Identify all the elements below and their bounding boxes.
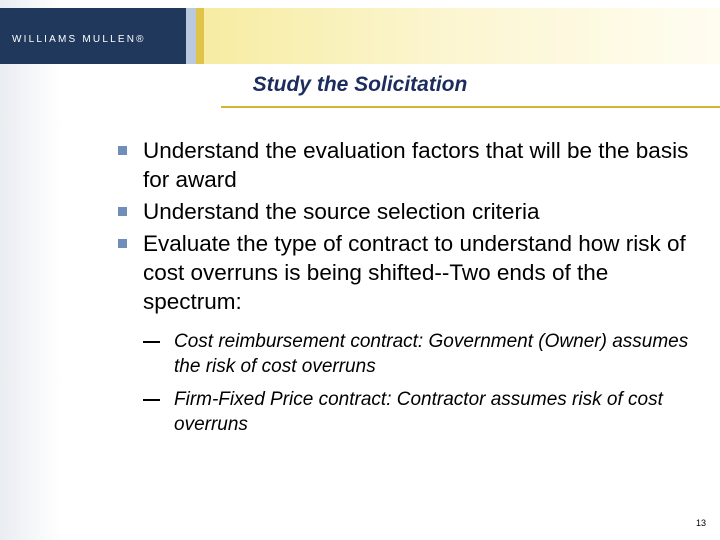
square-bullet-icon	[118, 239, 127, 248]
slide-content	[118, 136, 698, 445]
header-stripe-gold	[196, 8, 204, 64]
header-band	[0, 8, 720, 64]
bullet-list	[118, 136, 698, 437]
square-bullet-icon	[118, 146, 127, 155]
left-gradient-panel	[0, 0, 62, 540]
logo	[0, 8, 186, 64]
dash-bullet-icon	[143, 399, 160, 401]
page-number: 13	[695, 518, 706, 528]
bullet-text: Understand the evaluation factors that will be the basis for award	[143, 138, 689, 192]
bullet-item	[118, 197, 698, 226]
header-stripe-light	[186, 8, 196, 64]
square-bullet-icon	[118, 207, 127, 216]
sub-bullet-list	[143, 329, 698, 437]
sub-bullet-item	[143, 329, 698, 379]
header-yellow-band	[204, 8, 720, 64]
logo-text: WILLIAMS MULLEN®	[12, 34, 146, 45]
sub-bullet-text: Cost reimbursement contract: Government (Owner) assumes the risk of cost overruns	[174, 331, 689, 377]
sub-bullet-item	[143, 387, 698, 437]
title-underline	[221, 106, 720, 108]
bullet-text: Evaluate the type of contract to understand how risk of cost overruns is being shifted--Two ends of the spectrum:	[143, 231, 686, 314]
sub-bullet-text: Firm-Fixed Price contract: Contractor assumes risk of cost overruns	[174, 389, 663, 435]
slide-title: Study the Solicitation	[252, 73, 468, 96]
bullet-text: Understand the source selection criteria	[143, 199, 540, 224]
bullet-item	[118, 229, 698, 437]
bullet-item	[118, 136, 698, 194]
dash-bullet-icon	[143, 341, 160, 343]
